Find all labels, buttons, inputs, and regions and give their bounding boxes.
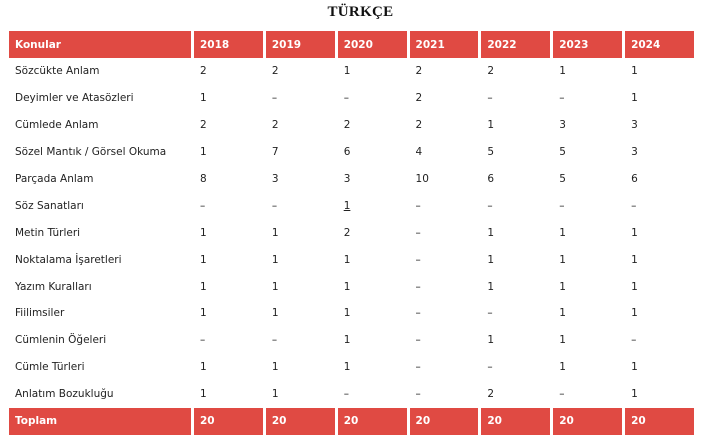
value-cell: 1 bbox=[487, 334, 495, 347]
topic-cell: Deyimler ve Atasözleri bbox=[15, 92, 134, 105]
value-cell: 1 bbox=[343, 307, 351, 320]
value-cell: 1 bbox=[487, 119, 495, 132]
table-row bbox=[9, 219, 694, 246]
value-cell: 1 bbox=[631, 65, 638, 78]
value-cell: 6 bbox=[631, 173, 638, 185]
value-cell: 4 bbox=[415, 146, 423, 159]
topic-cell: Söz Sanatları bbox=[15, 199, 84, 212]
table-row bbox=[9, 85, 694, 112]
table-row bbox=[9, 112, 694, 139]
total-cell: 20 bbox=[481, 408, 550, 435]
header-cell-topic: Konular bbox=[9, 31, 191, 58]
table-row bbox=[9, 246, 694, 273]
total-row bbox=[9, 408, 694, 435]
topic-distribution-table bbox=[6, 31, 697, 435]
value-cell: 2 bbox=[271, 65, 279, 78]
value-cell: 1 bbox=[271, 280, 279, 293]
value-cell: – bbox=[487, 92, 493, 105]
value-cell: – bbox=[271, 334, 278, 347]
total-cell: 20 bbox=[625, 408, 694, 435]
value-cell: 1 bbox=[559, 253, 566, 266]
topic-cell: Fiilimsiler bbox=[15, 307, 65, 320]
topic-cell: Cümlede Anlam bbox=[15, 119, 99, 132]
value-cell: – bbox=[200, 334, 206, 347]
value-cell: 2 bbox=[200, 119, 207, 132]
value-cell: 1 bbox=[559, 307, 566, 320]
value-cell: – bbox=[343, 92, 349, 105]
value-cell: 1 bbox=[200, 226, 207, 239]
value-cell: – bbox=[559, 199, 565, 212]
value-cell: 3 bbox=[631, 146, 638, 159]
value-cell: 1 bbox=[559, 226, 566, 239]
table-row bbox=[9, 166, 694, 193]
value-cell: 1 bbox=[559, 361, 566, 374]
value-cell: 1 bbox=[200, 361, 207, 374]
topic-cell: Cümle Türleri bbox=[15, 361, 85, 374]
value-cell: 2 bbox=[343, 119, 351, 132]
value-cell: 1 bbox=[631, 361, 638, 374]
total-cell: 20 bbox=[410, 408, 479, 435]
value-cell: 6 bbox=[487, 173, 495, 185]
value-cell: 1 bbox=[559, 280, 566, 293]
table-row bbox=[9, 58, 694, 85]
value-cell: 1 bbox=[487, 226, 495, 239]
header-cell-year: 2022 bbox=[481, 31, 550, 58]
topic-cell: Sözcükte Anlam bbox=[15, 65, 100, 78]
table-row bbox=[9, 327, 694, 354]
value-cell: 3 bbox=[559, 119, 566, 132]
value-cell: 7 bbox=[271, 146, 279, 159]
value-cell: 5 bbox=[559, 173, 566, 185]
header-cell-year: 2023 bbox=[553, 31, 622, 58]
value-cell: 1 bbox=[631, 92, 638, 105]
table-row bbox=[9, 381, 694, 408]
value-cell: – bbox=[415, 361, 421, 374]
value-cell: 1 bbox=[631, 388, 638, 401]
value-cell: 2 bbox=[415, 119, 423, 132]
value-cell: – bbox=[415, 307, 421, 320]
value-cell: 1 bbox=[200, 92, 207, 105]
value-cell: – bbox=[271, 92, 278, 105]
value-cell: 1 bbox=[343, 361, 351, 374]
value-cell: 1 bbox=[343, 334, 351, 347]
value-cell: 1 bbox=[271, 307, 279, 320]
value-cell: 1 bbox=[487, 280, 495, 293]
value-cell: 3 bbox=[631, 119, 638, 132]
value-cell: 2 bbox=[271, 119, 279, 132]
value-cell: – bbox=[271, 199, 278, 212]
topic-cell: Cümlenin Öğeleri bbox=[15, 334, 107, 347]
value-cell: – bbox=[487, 199, 493, 212]
value-cell: – bbox=[631, 199, 637, 212]
value-cell: 2 bbox=[415, 65, 423, 78]
table-row bbox=[9, 273, 694, 300]
value-cell: 1 bbox=[559, 65, 566, 78]
value-cell: 1 bbox=[343, 65, 351, 78]
header-row bbox=[9, 31, 694, 58]
value-cell: 1 bbox=[271, 253, 279, 266]
value-cell: 1 bbox=[343, 199, 351, 212]
header-cell-year: 2020 bbox=[338, 31, 407, 58]
value-cell: – bbox=[631, 334, 637, 347]
value-cell: – bbox=[559, 388, 565, 401]
value-cell: – bbox=[200, 199, 206, 212]
value-cell: 8 bbox=[200, 173, 207, 185]
page-title: TÜRKÇE bbox=[327, 4, 394, 20]
value-cell: 1 bbox=[271, 226, 279, 239]
value-cell: 2 bbox=[343, 226, 351, 239]
total-cell: 20 bbox=[338, 408, 407, 435]
value-cell: 1 bbox=[631, 307, 638, 320]
value-cell: 1 bbox=[487, 253, 495, 266]
value-cell: 1 bbox=[631, 253, 638, 266]
value-cell: 2 bbox=[487, 65, 495, 78]
topic-cell: Metin Türleri bbox=[15, 226, 81, 239]
value-cell: – bbox=[415, 334, 421, 347]
value-cell: 1 bbox=[343, 253, 351, 266]
value-cell: 1 bbox=[200, 146, 207, 159]
value-cell: 1 bbox=[271, 388, 279, 401]
value-cell: 2 bbox=[415, 92, 423, 105]
total-label: Toplam bbox=[9, 408, 191, 435]
header-cell-year: 2018 bbox=[194, 31, 263, 58]
value-cell: – bbox=[343, 388, 349, 401]
value-cell: – bbox=[559, 92, 565, 105]
total-cell: 20 bbox=[266, 408, 335, 435]
value-cell: 10 bbox=[415, 173, 429, 185]
topic-cell: Yazım Kuralları bbox=[15, 280, 92, 293]
value-cell: 1 bbox=[200, 307, 207, 320]
value-cell: 2 bbox=[200, 65, 207, 78]
value-cell: – bbox=[487, 307, 493, 320]
topic-cell: Sözel Mantık / Görsel Okuma bbox=[15, 146, 167, 159]
table-row bbox=[9, 139, 694, 166]
value-cell: 1 bbox=[200, 253, 207, 266]
value-cell: 1 bbox=[631, 226, 638, 239]
header-cell-year: 2021 bbox=[410, 31, 479, 58]
value-cell: 6 bbox=[343, 146, 351, 159]
total-cell: 20 bbox=[553, 408, 622, 435]
value-cell: 3 bbox=[271, 173, 279, 185]
value-cell: 1 bbox=[631, 280, 638, 293]
value-cell: – bbox=[415, 388, 421, 401]
topic-cell: Anlatım Bozukluğu bbox=[15, 388, 114, 401]
value-cell: 5 bbox=[559, 146, 566, 159]
table-row bbox=[9, 354, 694, 381]
header-cell-year: 2024 bbox=[625, 31, 694, 58]
value-cell: 1 bbox=[200, 388, 207, 401]
value-cell: – bbox=[415, 226, 421, 239]
value-cell: 3 bbox=[343, 173, 351, 185]
value-cell: 1 bbox=[200, 280, 207, 293]
value-cell: – bbox=[487, 361, 493, 374]
value-cell: 2 bbox=[487, 388, 495, 401]
value-cell: 1 bbox=[343, 280, 351, 293]
table-row bbox=[9, 192, 694, 219]
header-cell-year: 2019 bbox=[266, 31, 335, 58]
value-cell: 1 bbox=[271, 361, 279, 374]
value-cell: – bbox=[415, 280, 421, 293]
value-cell: 1 bbox=[559, 334, 566, 347]
value-cell: 5 bbox=[487, 146, 495, 159]
topic-cell: Noktalama İşaretleri bbox=[15, 253, 122, 266]
value-cell: – bbox=[415, 199, 421, 212]
table-row bbox=[9, 300, 694, 327]
total-cell: 20 bbox=[194, 408, 263, 435]
topic-cell: Parçada Anlam bbox=[15, 173, 94, 185]
value-cell: – bbox=[415, 253, 421, 266]
